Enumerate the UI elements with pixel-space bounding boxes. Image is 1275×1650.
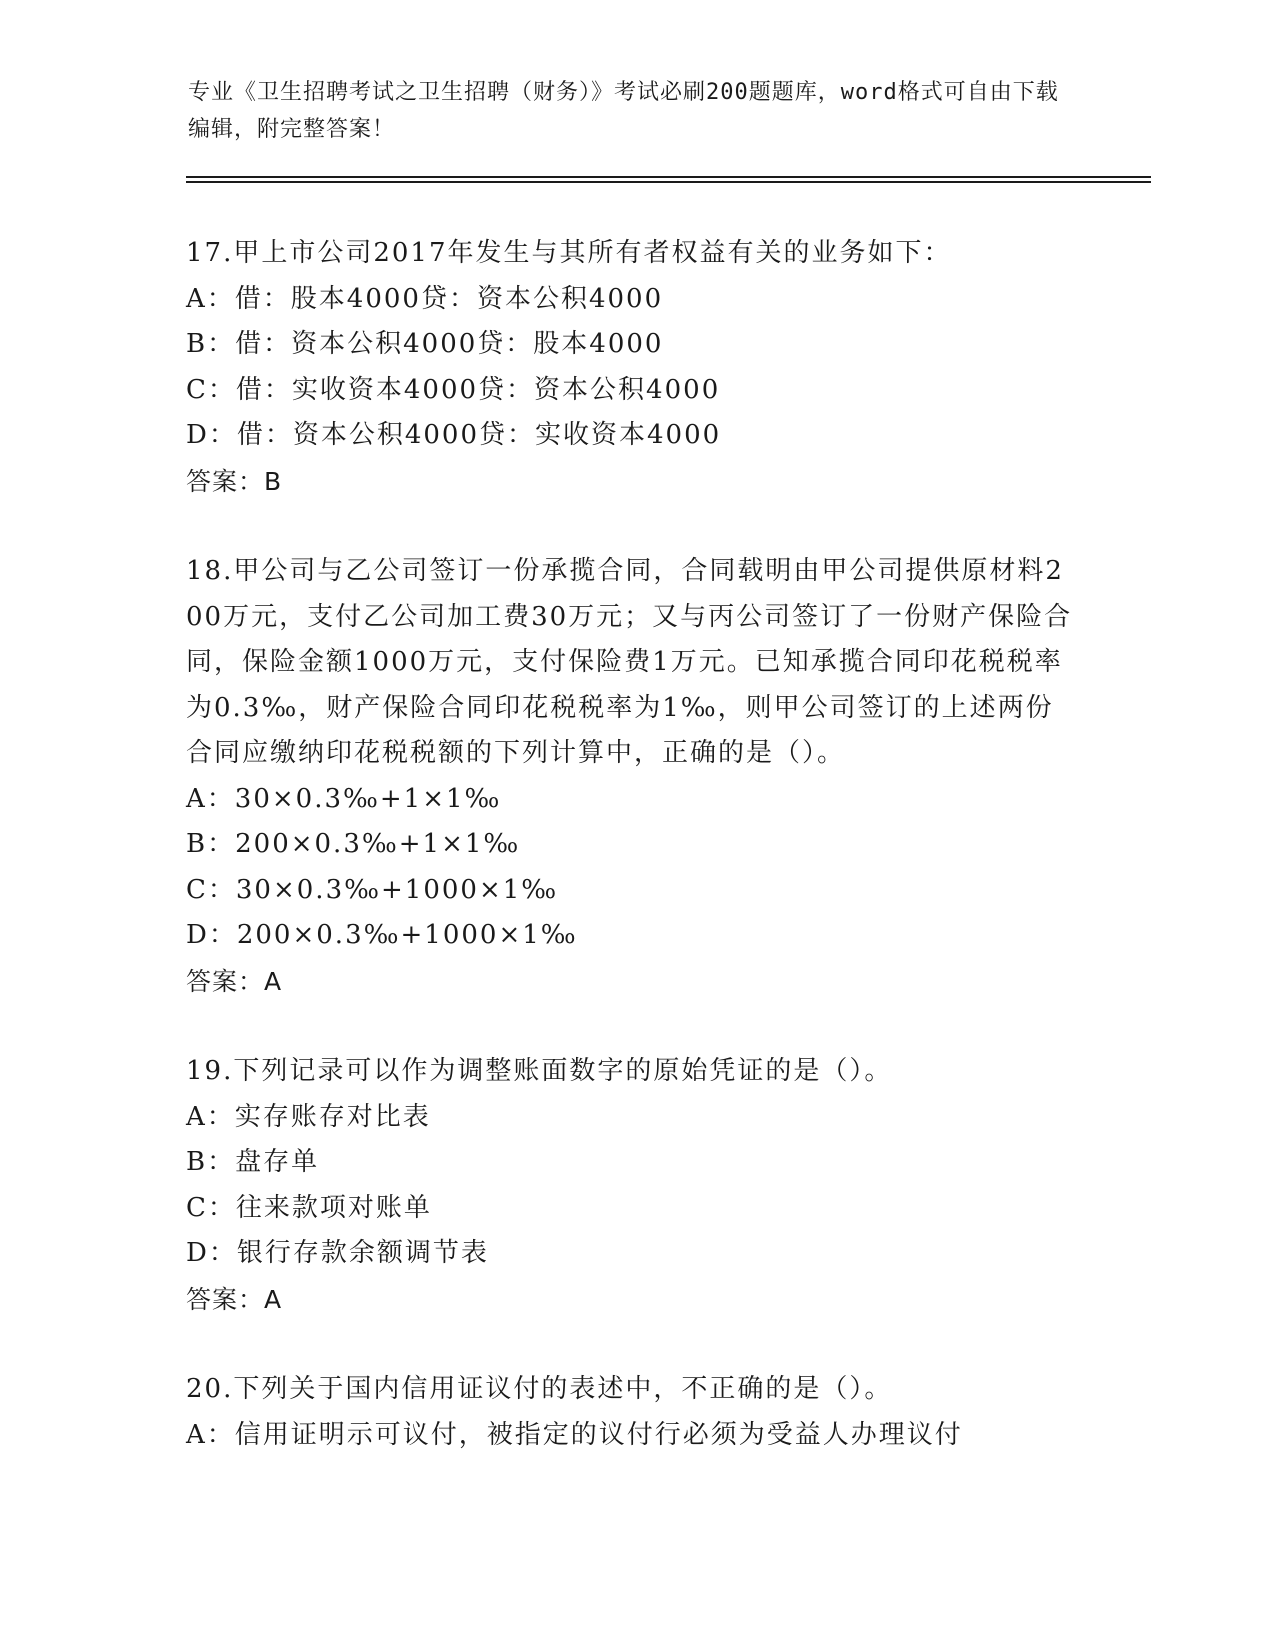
question-stem: 18.甲公司与乙公司签订一份承揽合同，合同载明由甲公司提供原材料200万元，支付乙公司加工费30万元；又与丙公司签订了一份财产保险合同，保险金额1000万元，支付保险费1万元。已知承揽合同印花税税率为0.3‰，财产保险合同印花税税率为1‰，则甲公司签订的上述两份合同应缴纳印花税税额的下列计算中，正确的是（）。 <box>186 556 1073 768</box>
question-18 <box>186 549 1076 1004</box>
question-20 <box>186 1367 1076 1458</box>
question-stem: 20.下列关于国内信用证议付的表述中，不正确的是（）。 <box>186 1374 893 1404</box>
option-b: B：盘存单 <box>186 1147 320 1177</box>
answer-label: 答案：B <box>186 466 283 496</box>
question-stem: 19.下列记录可以作为调整账面数字的原始凭证的是（）。 <box>186 1056 893 1086</box>
option-d: D：借：资本公积4000贷：实收资本4000 <box>186 420 722 450</box>
option-a: A：借：股本4000贷：资本公积4000 <box>186 283 664 314</box>
question-17 <box>186 231 1076 504</box>
option-b: B：200×0.3‰+1×1‰ <box>186 829 521 859</box>
option-b: B：借：资本公积4000贷：股本4000 <box>186 329 664 359</box>
option-a: A：信用证明示可议付，被指定的议付行必须为受益人办理议付 <box>186 1419 963 1450</box>
option-a: A：实存账存对比表 <box>186 1101 431 1132</box>
option-a: A：30×0.3‰+1×1‰ <box>186 783 502 814</box>
option-d: D：银行存款余额调节表 <box>186 1238 489 1268</box>
option-d: D：200×0.3‰+1000×1‰ <box>186 920 578 950</box>
document-header: 专业《卫生招聘考试之卫生招聘（财务）》考试必刷200题题库，word格式可自由下载编辑，附完整答案！ <box>188 80 1059 142</box>
header-divider-bottom <box>186 181 1151 183</box>
option-c: C：30×0.3‰+1000×1‰ <box>186 874 559 905</box>
question-19 <box>186 1049 1076 1322</box>
option-c: C：往来款项对账单 <box>186 1192 432 1223</box>
option-c: C：借：实收资本4000贷：资本公积4000 <box>186 374 721 405</box>
question-stem: 17.甲上市公司2017年发生与其所有者权益有关的业务如下： <box>186 238 952 268</box>
question-list <box>186 231 1076 1458</box>
answer-label: 答案：A <box>186 1284 283 1314</box>
header-divider-top <box>186 176 1151 178</box>
answer-label: 答案：A <box>186 966 283 996</box>
